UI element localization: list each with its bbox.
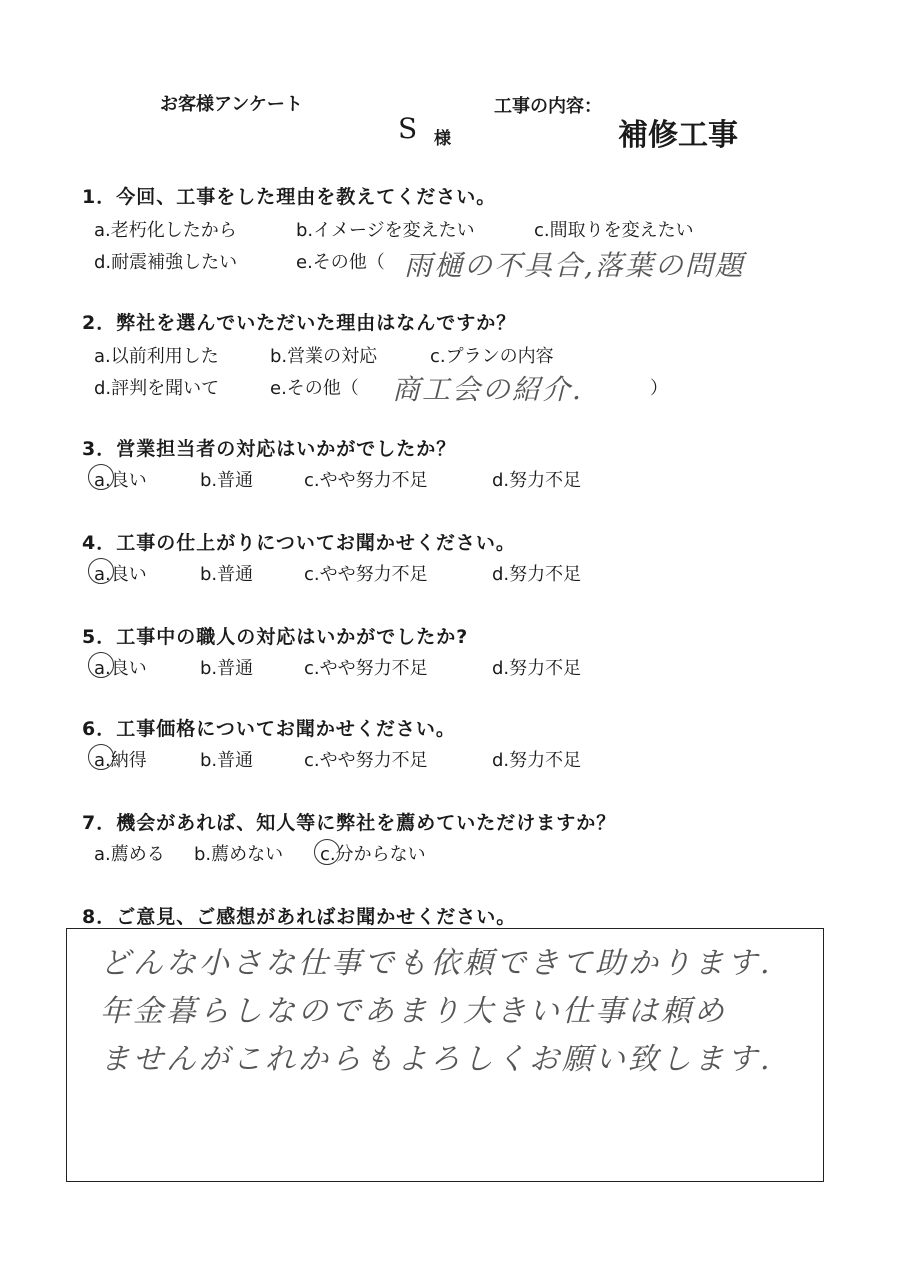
q4-option-d[interactable]: d.努力不足	[492, 564, 582, 585]
q4-option-c[interactable]: c.やや努力不足	[304, 564, 428, 585]
q5-option-b[interactable]: b.普通	[200, 658, 254, 679]
question-6: 6．工事価格についてお聞かせください。	[82, 718, 456, 740]
q3-option-d[interactable]: d.努力不足	[492, 470, 582, 491]
question-4: 4．工事の仕上がりについてお聞かせください。	[82, 532, 516, 554]
q6-option-a[interactable]: a.納得	[94, 750, 147, 771]
q4-option-a[interactable]: a.良い	[94, 564, 147, 585]
q6-option-c[interactable]: c.やや努力不足	[304, 750, 428, 771]
q6-option-d[interactable]: d.努力不足	[492, 750, 582, 771]
q6-option-b[interactable]: b.普通	[200, 750, 254, 771]
question-8: 8．ご意見、ご感想があればお聞かせください。	[82, 906, 517, 928]
question-1: 1．今回、工事をした理由を教えてください。	[82, 186, 497, 208]
q5-option-d[interactable]: d.努力不足	[492, 658, 582, 679]
q1-option-e[interactable]: e.その他（	[296, 252, 385, 273]
q3-option-c[interactable]: c.やや努力不足	[304, 470, 428, 491]
comment-line-2: 年金暮らしなのであまり大きい仕事は頼め	[100, 994, 727, 1029]
q5-option-c[interactable]: c.やや努力不足	[304, 658, 428, 679]
q5-option-a[interactable]: a.良い	[94, 658, 147, 679]
question-5: 5．工事中の職人の対応はいかがでしたか?	[82, 626, 469, 648]
q1-option-b[interactable]: b.イメージを変えたい	[296, 220, 475, 241]
customer-honorific: 様	[434, 129, 451, 149]
q1-option-a[interactable]: a.老朽化したから	[94, 220, 237, 241]
q3-option-a[interactable]: a.良い	[94, 470, 147, 491]
q2-option-c[interactable]: c.プランの内容	[430, 346, 554, 367]
comment-line-3: ませんがこれからもよろしくお願い致します.	[100, 1042, 773, 1077]
q2-handwritten-answer: 商工会の紹介.	[392, 373, 583, 406]
q2-close-paren: ）	[650, 378, 668, 399]
q2-option-d[interactable]: d.評判を聞いて	[94, 378, 220, 399]
q4-option-b[interactable]: b.普通	[200, 564, 254, 585]
q3-option-b[interactable]: b.普通	[200, 470, 254, 491]
q2-option-a[interactable]: a.以前利用した	[94, 346, 219, 367]
question-3: 3．営業担当者の対応はいかがでしたか？	[82, 438, 457, 460]
q7-option-c[interactable]: c.分からない	[320, 844, 426, 865]
work-content-label: 工事の内容：	[494, 96, 602, 117]
work-content-value: 補修工事	[618, 118, 738, 153]
question-2: 2．弊社を選んでいただいた理由はなんですか？	[82, 312, 517, 334]
q7-option-b[interactable]: b.薦めない	[194, 844, 284, 865]
survey-title: お客様アンケート	[160, 94, 303, 115]
question-7: 7．機会があれば、知人等に弊社を薦めていただけますか？	[82, 812, 617, 834]
q1-option-d[interactable]: d.耐震補強したい	[94, 252, 238, 273]
customer-name: S	[398, 112, 418, 145]
q1-handwritten-answer: 雨樋の不具合,落葉の問題	[404, 249, 745, 282]
q2-option-e[interactable]: e.その他（	[270, 378, 359, 399]
comment-line-1: どんな小さな仕事でも依頼できて助かります.	[100, 946, 773, 981]
q2-option-b[interactable]: b.営業の対応	[270, 346, 378, 367]
q1-option-c[interactable]: c.間取りを変えたい	[534, 220, 694, 241]
q7-option-a[interactable]: a.薦める	[94, 844, 165, 865]
